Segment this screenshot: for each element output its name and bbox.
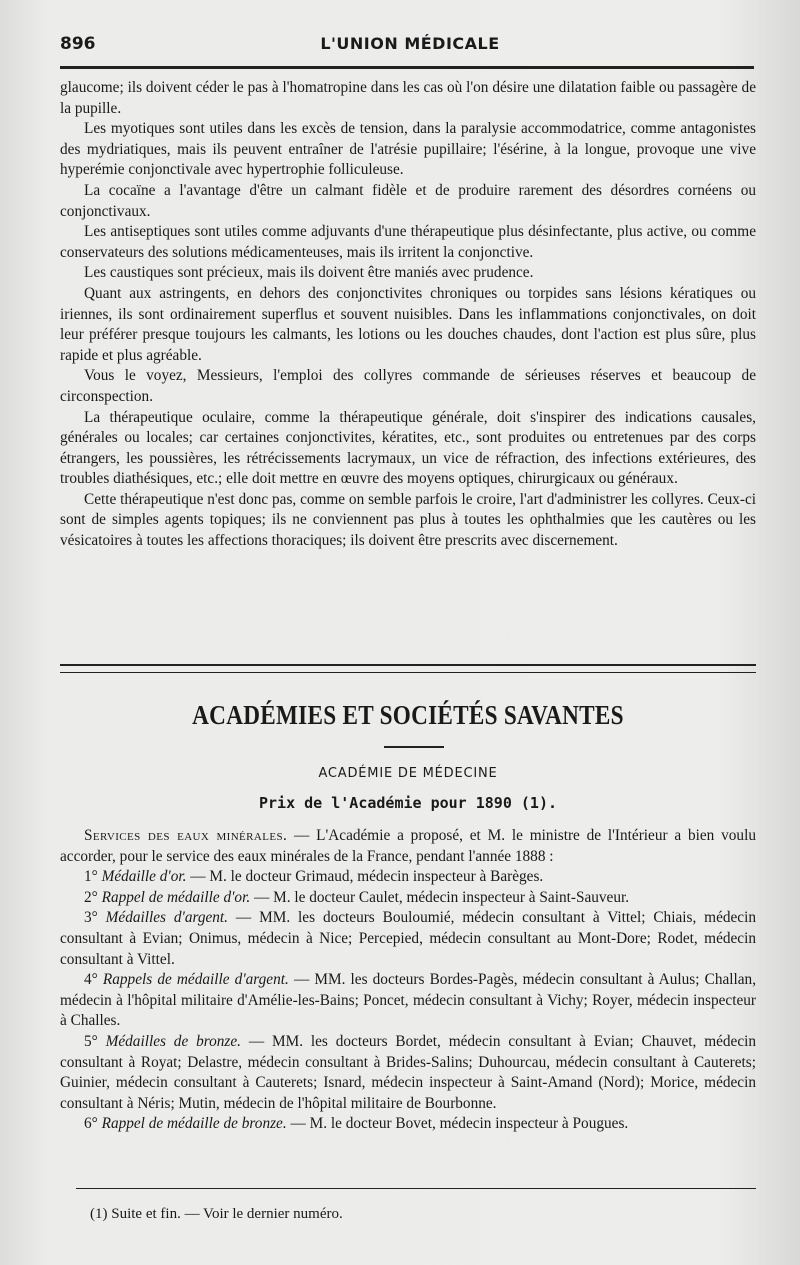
item-text: — MM. les docteurs Bordet, médecin consultant à Evian; Chauvet, médecin consultant à Royat; Delastre, médecin consultant à Brides-Salins; Duhourcau, médecin consultant à Cauterets; Guinier, médecin consultant à Cauterets; Isnard, médecin inspecteur à Saint-Amand (Nord); Morice, médecin consultant à Néris; Mutin, médecin de l'hôpital militaire de Bourbonne.: [60, 1032, 757, 1112]
item-number: 2°: [84, 888, 102, 906]
item-text: — MM. les docteurs Bouloumié, médecin consultant à Vittel; Chiais, médecin consultant à Evian; Onimus, médecin à Nice; Percepied, médecin consultant au Mont-Dore; Rodet, médecin consultant à Vittel.: [60, 909, 756, 968]
item-text: — M. le docteur Bovet, médecin inspecteur à Pougues.: [286, 1115, 629, 1133]
paragraph: Les caustiques sont précieux, mais ils doivent être maniés avec prudence.: [84, 264, 534, 282]
paragraph: Cette thérapeutique n'est donc pas, comme on semble parfois le croire, l'art d'administrer les collyres. Ceux-ci sont de simples agents topiques; ils ne conviennent pas plus à toutes les ophthalmies que les cautères ou les vésicatoires à toutes les affections thoraciques; ils doivent être prescrits avec discernement.: [60, 490, 756, 550]
prize-item: [60, 1032, 756, 1114]
item-text: — M. le docteur Caulet, médecin inspecteur à Saint-Sauveur.: [250, 888, 630, 906]
item-number: 1°: [84, 868, 102, 886]
item-label: Médailles d'argent.: [105, 909, 229, 927]
item-label: Rappel de médaille de bronze.: [101, 1115, 287, 1133]
paragraph: Les myotiques sont utiles dans les excès de tension, dans la paralysie accommodatrice, comme antagonistes des mydriatiques, mais ils peuvent entraîner de l'atrésie pupillaire; l'ésérine, à la longue, provoque une vive hyperémie conjonctivale avec hypertrophie folliculeuse.: [60, 120, 756, 179]
item-number: 3°: [84, 909, 106, 927]
page-number: 896: [60, 34, 96, 54]
item-label: Médaille d'or.: [101, 868, 187, 886]
item-label: Médailles de bronze.: [105, 1032, 241, 1050]
prize-item: [60, 970, 756, 1032]
prize-item: [60, 867, 756, 888]
journal-title: L'UNION MÉDICALE: [320, 34, 500, 53]
article-body: [60, 78, 756, 552]
section-divider: [60, 664, 756, 673]
paragraph: La thérapeutique oculaire, comme la thérapeutique générale, doit s'inspirer des indications causales, générales ou locales; car certaines conjonctivites, kératites, etc., sont produites ou entretenues par des corps étrangers, les poussières, les rétrécissements lacrymaux, un vice de réfraction, des infections extérieures, des troubles diathésiques, etc.; elle doit mettre en œuvre des moyens optiques, chirurgicaux ou généraux.: [60, 408, 756, 488]
paragraph: La cocaïne a l'avantage d'être un calmant fidèle et de produire rarement des désordres cornéens ou conjonctivaux.: [60, 181, 756, 220]
footnote: (1) Suite et fin. — Voir le dernier numéro.: [90, 1206, 343, 1222]
paragraph: Les antiseptiques sont utiles comme adjuvants d'une thérapeutique plus désinfectante, plus active, ou comme conservateurs des solutions médicamenteuses, mais ils irritent la conjonctive.: [60, 223, 756, 261]
prize-item: [60, 888, 756, 909]
item-text: — M. le docteur Grimaud, médecin inspecteur à Barèges.: [186, 868, 544, 886]
item-number: 6°: [84, 1115, 102, 1133]
item-text: — MM. les docteurs Bordes-Pagès, médecin consultant à Aulus; Challan, médecin à l'hôpital militaire d'Amélie-les-Bains; Poncet, médecin consultant à Vichy; Royer, médecin inspecteur à Challes.: [60, 971, 757, 1030]
title-underline: [384, 746, 444, 748]
prize-intro: [60, 826, 756, 867]
intro-text: — L'Académie a proposé, et M. le ministre de l'Intérieur a bien voulu accorder, pour le service des eaux minérales de la France, pendant l'année 1888 :: [60, 827, 756, 865]
paragraph: glaucome; ils doivent céder le pas à l'homatropine dans les cas où l'on désire une dilatation faible ou passagère de la pupille.: [60, 79, 756, 117]
page-header: [60, 32, 760, 62]
intro-label: Services des eaux minérales.: [84, 827, 288, 844]
section-title: ACADÉMIES ET SOCIÉTÉS SAVANTES: [192, 700, 624, 730]
item-number: 5°: [84, 1032, 106, 1050]
header-rule: [60, 66, 754, 69]
prize-item: [60, 1114, 756, 1135]
prize-list: [60, 826, 756, 1135]
subsection-title: ACADÉMIE DE MÉDECINE: [318, 766, 498, 781]
paragraph: Vous le voyez, Messieurs, l'emploi des collyres commande de sérieuses réserves et beaucoup de circonspection.: [60, 367, 756, 405]
item-label: Rappels de médaille d'argent.: [102, 971, 289, 989]
footnote-rule: [76, 1188, 756, 1189]
item-label: Rappel de médaille d'or.: [101, 888, 251, 906]
item-number: 4°: [84, 971, 103, 989]
prize-heading: Prix de l'Académie pour 1890 (1).: [258, 794, 557, 812]
prize-item: [60, 908, 756, 970]
paragraph: Quant aux astringents, en dehors des conjonctivites chroniques ou torpides sans lésions kératiques ou iriennes, ils sont ordinairement superflus et souvent nuisibles. Dans les inflammations conjonctivales, on doit leur préférer presque toujours les calmants, les lotions ou les douches chaudes, dont l'action est plus sûre, plus rapide et plus agréable.: [60, 284, 756, 364]
